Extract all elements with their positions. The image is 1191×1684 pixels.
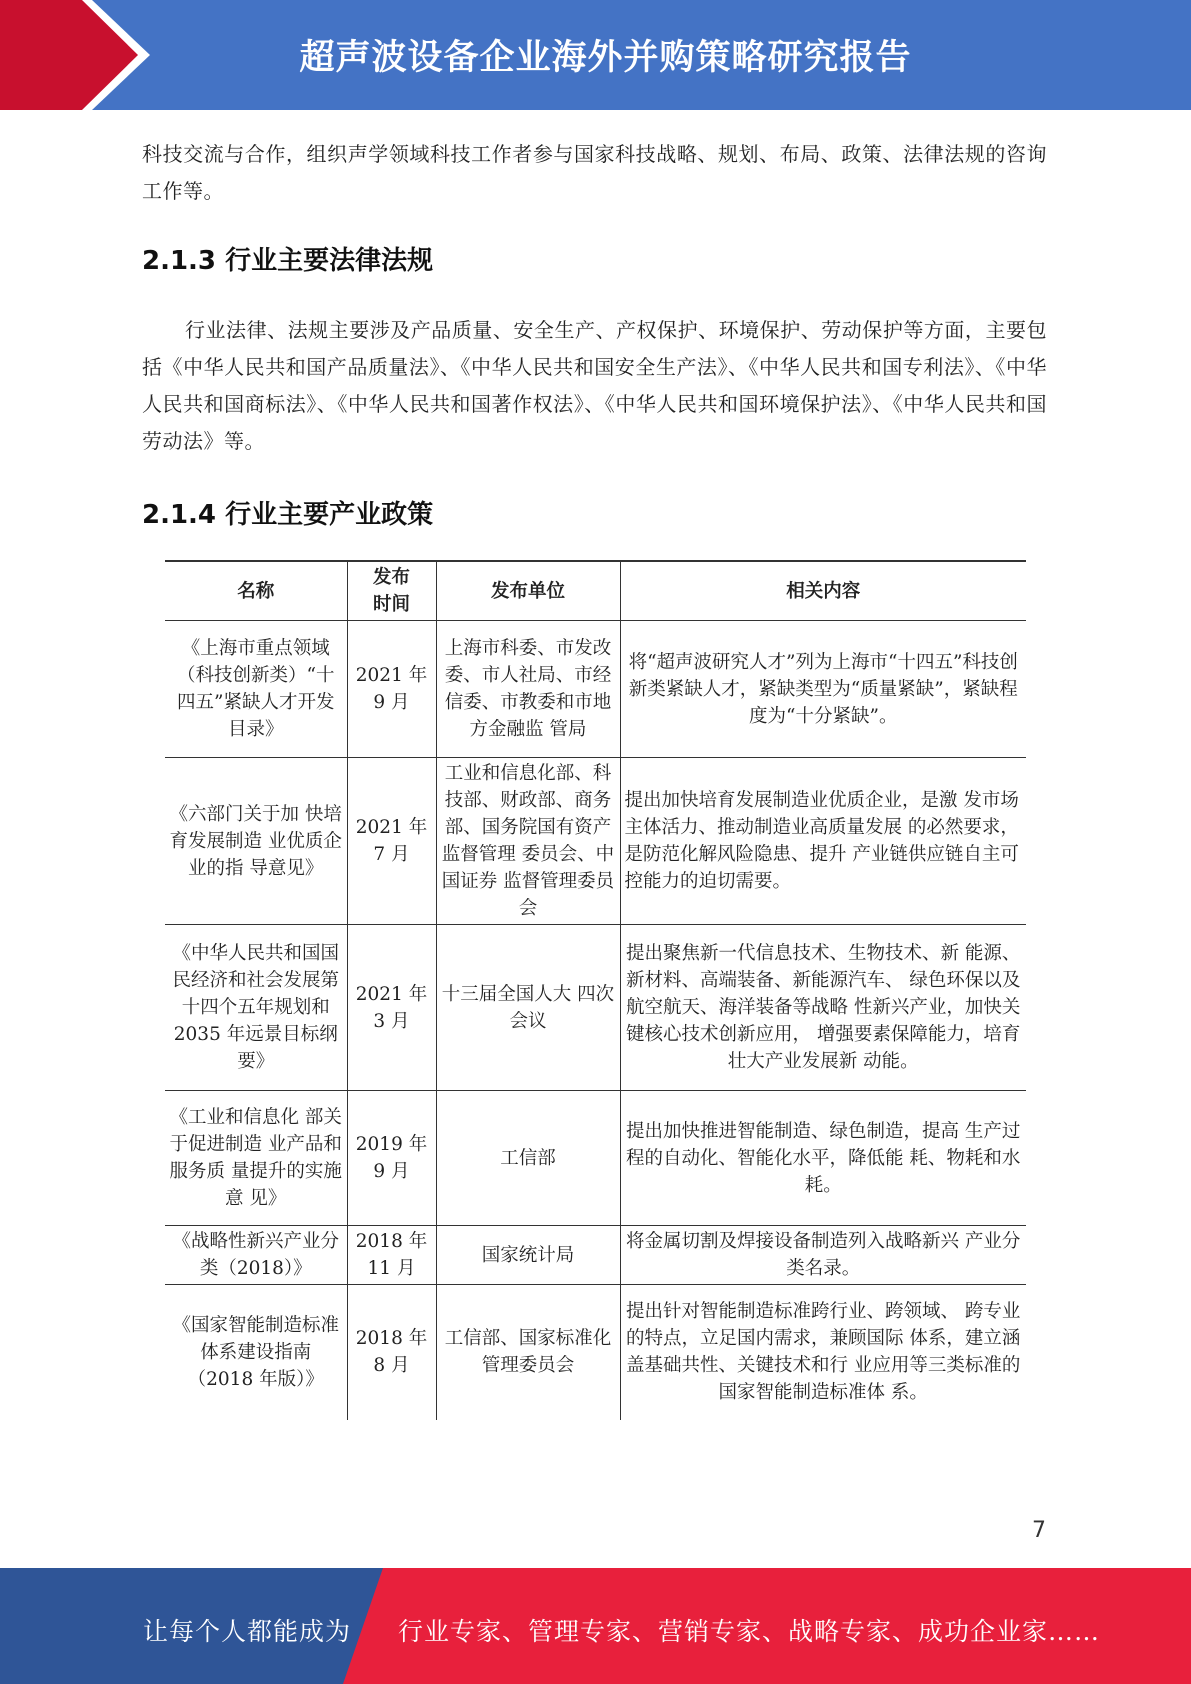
column-header-issuer: 发布单位: [436, 561, 620, 621]
column-header-date-label: 发布时间: [372, 567, 410, 615]
policy-issuer: 工信部、国家标准化管理委员会: [436, 1285, 620, 1420]
report-title: 超声波设备企业海外并购策略研究报告: [299, 38, 912, 78]
policy-content: 将“超声波研究人才”列为上海市“十四五”科技创新类紧缺人才，紧缺类型为“质量紧缺”，紧缺程度为“十分紧缺”。: [620, 621, 1026, 758]
policy-issuer: 工业和信息化部、科技部、财政部、商务部、国务院国有资产监督管理 委员会、中国证券 监督管理委员会: [436, 758, 620, 925]
table-row: [165, 1226, 1026, 1285]
table-row: [165, 758, 1026, 925]
policy-issuer: 上海市科委、市发改委、市人社局、市经信委、市教委和市地方金融监 管局: [436, 621, 620, 758]
footer-slogan-right: 行业专家、管理专家、营销专家、战略专家、成功企业家……: [398, 1617, 1101, 1646]
policy-table: [165, 560, 1026, 1420]
policy-name: 《中华人民共和国国民经济和社会发展第十四个五年规划和 2035 年远景目标纲 要》: [165, 925, 347, 1091]
policy-content: 提出加快推进智能制造、绿色制造，提高 生产过程的自动化、智能化水平，降低能 耗、物耗和水耗。: [620, 1091, 1026, 1226]
column-header-content: 相关内容: [620, 561, 1026, 621]
policy-content: 提出加快培育发展制造业优质企业，是激 发市场主体活力、推动制造业高质量发展 的必然要求，是防范化解风险隐患、提升 产业链供应链自主可控能力的迫切需要。: [620, 758, 1026, 925]
policy-content: 将金属切割及焊接设备制造列入战略新兴 产业分类名录。: [620, 1226, 1026, 1285]
table-row: [165, 621, 1026, 758]
policy-date: 2021 年 3 月: [347, 925, 436, 1091]
policy-date: 2018 年 11 月: [347, 1226, 436, 1285]
policy-date: 2021 年 9 月: [347, 621, 436, 758]
report-header: [0, 0, 1191, 110]
policy-name: 《上海市重点领域（科技创新类）“十四五”紧缺人才开发目录》: [165, 621, 347, 758]
table-row: [165, 1091, 1026, 1226]
table-header-row: [165, 561, 1026, 621]
policy-date: 2018 年 8 月: [347, 1285, 436, 1420]
policy-date: 2021 年 7 月: [347, 758, 436, 925]
laws-paragraph: 行业法律、法规主要涉及产品质量、安全生产、产权保护、环境保护、劳动保护等方面，主要包括《中华人民共和国产品质量法》、《中华人民共和国安全生产法》、《中华人民共和国专利法》、《中华人民共和国商标法》、《中华人民共和国著作权法》、《中华人民共和国环境保护法》、《中华人民共和国劳动法》等。: [142, 318, 1047, 453]
column-header-date: [347, 561, 436, 621]
table-row: [165, 1285, 1026, 1420]
policy-content: 提出聚焦新一代信息技术、生物技术、新 能源、新材料、高端装备、新能源汽车、 绿色环保以及航空航天、海洋装备等战略 性新兴产业，加快关键核心技术创新应用， 增强要素保障能力，培育壮大产业发展新 动能。: [620, 925, 1026, 1091]
intro-paragraph: 科技交流与合作，组织声学领域科技工作者参与国家科技战略、规划、布局、政策、法律法规的咨询工作等。: [142, 142, 1047, 203]
policy-date: 2019 年 9 月: [347, 1091, 436, 1226]
policy-issuer: 十三届全国人大 四次会议: [436, 925, 620, 1091]
policy-issuer: 工信部: [436, 1091, 620, 1226]
page-number: 7: [1032, 1518, 1046, 1543]
policy-name: 《六部门关于加 快培育发展制造 业优质企业的指 导意见》: [165, 758, 347, 925]
section-heading-policies: 2.1.4 行业主要产业政策: [142, 500, 434, 530]
red-chevron-decoration: [0, 0, 150, 110]
policy-content: 提出针对智能制造标准跨行业、跨领域、 跨专业的特点，立足国内需求，兼顾国际 体系，建立涵盖基础共性、关键技术和行 业应用等三类标准的国家智能制造标准体 系。: [620, 1285, 1026, 1420]
policy-issuer: 国家统计局: [436, 1226, 620, 1285]
policy-name: 《工业和信息化 部关于促进制造 业产品和服务质 量提升的实施意 见》: [165, 1091, 347, 1226]
policy-name: 《战略性新兴产业分类（2018）》: [165, 1226, 347, 1285]
table-row: [165, 925, 1026, 1091]
policy-name: 《国家智能制造标准体系建设指南（2018 年版）》: [172, 1314, 339, 1390]
footer-slogan-left: 让每个人都能成为: [143, 1617, 352, 1646]
section-heading-laws: 2.1.3 行业主要法律法规: [142, 246, 434, 276]
column-header-name: 名称: [165, 561, 347, 621]
